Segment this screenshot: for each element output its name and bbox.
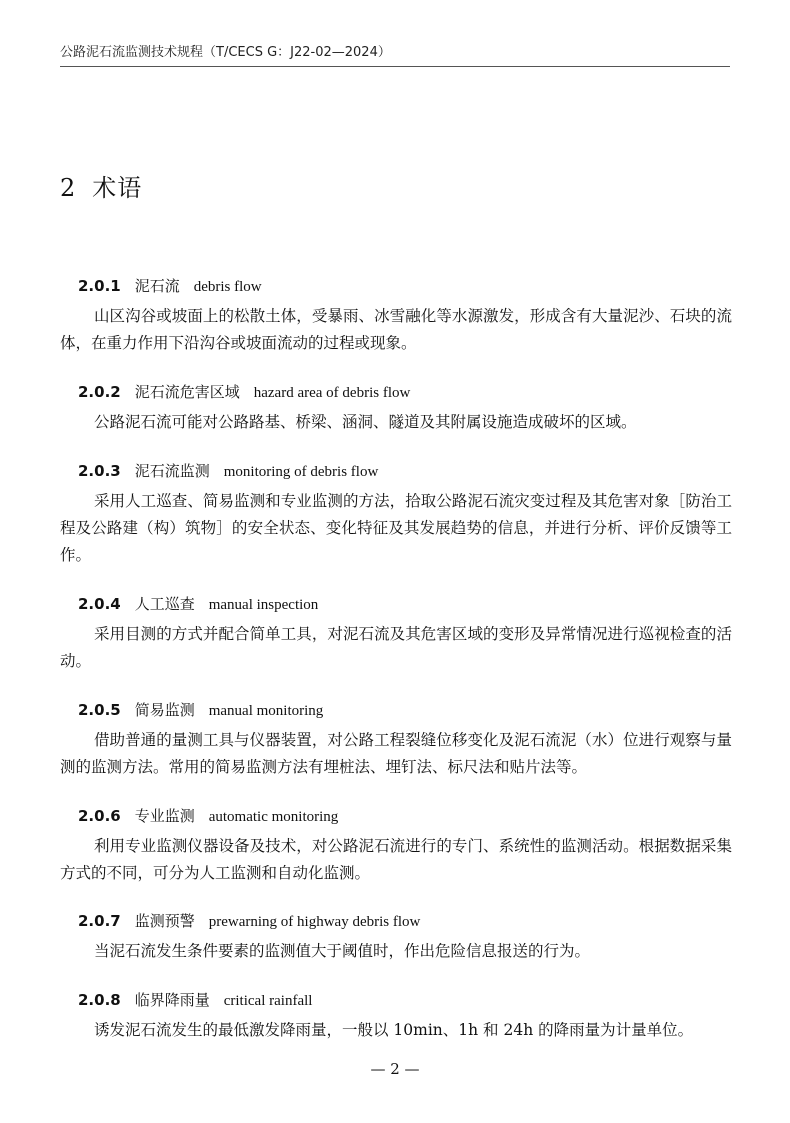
- term-heading: [60, 698, 732, 723]
- term-heading: [60, 380, 732, 405]
- term-chinese: 简易监测: [134, 701, 195, 719]
- term-english: hazard area of debris flow: [253, 385, 411, 401]
- term-heading: [60, 459, 732, 484]
- term-heading: [60, 592, 732, 617]
- term-english: manual inspection: [208, 597, 319, 613]
- term-heading: [60, 804, 732, 829]
- term-english: prewarning of highway debris flow: [208, 914, 421, 930]
- term-definition: 山区沟谷或坡面上的松散土体，受暴雨、冰雪融化等水源激发，形成含有大量泥沙、石块的流体，在重力作用下沿沟谷或坡面流动的过程或现象。: [60, 307, 732, 352]
- term-chinese: 泥石流: [134, 277, 180, 295]
- term-english: automatic monitoring: [208, 809, 339, 825]
- term-chinese: 泥石流危害区域: [134, 383, 240, 401]
- term-english: debris flow: [193, 279, 262, 295]
- chapter-heading: [60, 168, 142, 203]
- term-definition: 当泥石流发生条件要素的监测值大于阈值时，作出危险信息报送的行为。: [94, 942, 591, 960]
- term-number: 2.0.3: [78, 462, 121, 480]
- term-definition: 借助普通的量测工具与仪器装置，对公路工程裂缝位移变化及泥石流泥（水）位进行观察与量测的监测方法。常用的简易监测方法有埋桩法、埋钉法、标尺法和贴片法等。: [60, 731, 732, 776]
- term-definition: 利用专业监测仪器设备及技术，对公路泥石流进行的专门、系统性的监测活动。根据数据采集方式的不同，可分为人工监测和自动化监测。: [60, 837, 732, 882]
- term-chinese: 专业监测: [134, 807, 195, 825]
- term-number: 2.0.2: [78, 383, 121, 401]
- term-definition: 采用目测的方式并配合简单工具，对泥石流及其危害区域的变形及异常情况进行巡视检查的活动。: [60, 625, 732, 670]
- term-number: 2.0.1: [78, 277, 121, 295]
- term-number: 2.0.5: [78, 701, 121, 719]
- term-entry: [60, 380, 732, 436]
- chapter-title: 术语: [92, 174, 143, 202]
- term-heading: [60, 274, 732, 299]
- term-definition: 诱发泥石流发生的最低激发降雨量，一般以 10min、1h 和 24h 的降雨量为计量单位。: [94, 1021, 694, 1039]
- term-heading: [60, 909, 732, 934]
- term-entry: [60, 698, 732, 781]
- term-definition: 公路泥石流可能对公路路基、桥梁、涵洞、隧道及其附属设施造成破坏的区域。: [94, 413, 637, 431]
- term-entry: [60, 804, 732, 887]
- term-number: 2.0.8: [78, 991, 121, 1009]
- term-number: 2.0.7: [78, 912, 121, 930]
- term-english: manual monitoring: [208, 703, 324, 719]
- chapter-number: 2: [60, 174, 77, 202]
- page-number: — 2 —: [370, 1060, 420, 1078]
- term-number: 2.0.6: [78, 807, 121, 825]
- term-english: critical rainfall: [223, 993, 313, 1009]
- term-definition: 采用人工巡查、简易监测和专业监测的方法，拾取公路泥石流灾变过程及其危害对象［防治工程及公路建（构）筑物］的安全状态、变化特征及其发展趋势的信息，并进行分析、评价反馈等工作。: [60, 492, 732, 564]
- term-heading: [60, 988, 732, 1013]
- term-entry: [60, 274, 732, 357]
- term-entry: [60, 909, 732, 965]
- term-entry: [60, 988, 732, 1044]
- term-number: 2.0.4: [78, 595, 121, 613]
- term-entry: [60, 459, 732, 569]
- header-rule: [60, 66, 730, 67]
- running-header: 公路泥石流监测技术规程（T/CECS G：J22-02—2024）: [60, 45, 391, 60]
- term-entry: [60, 592, 732, 675]
- term-chinese: 泥石流监测: [134, 462, 210, 480]
- term-chinese: 临界降雨量: [134, 991, 210, 1009]
- term-english: monitoring of debris flow: [223, 464, 379, 480]
- term-chinese: 监测预警: [134, 912, 195, 930]
- term-chinese: 人工巡查: [134, 595, 195, 613]
